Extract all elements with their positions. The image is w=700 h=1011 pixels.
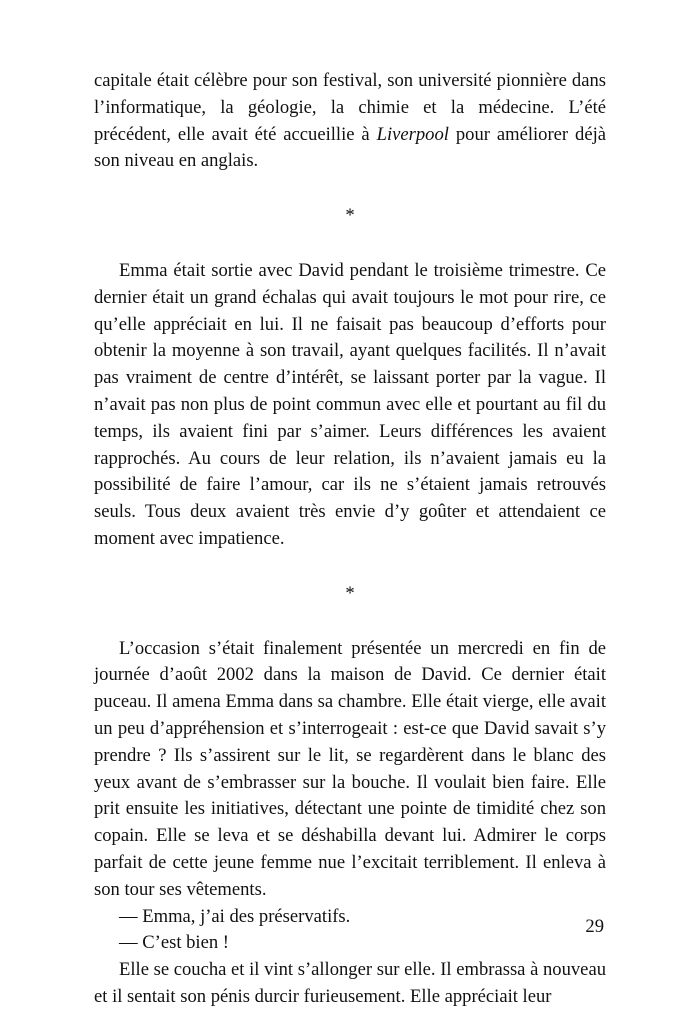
page-number: 29 xyxy=(585,916,604,937)
paragraph-continued xyxy=(94,68,606,175)
section-separator: * xyxy=(345,582,355,604)
paragraph: Elle se coucha et il vint s’allonger sur elle. Il embrassa à nouveau et il sentait son pénis durcir furieusement. Elle appréciait leur xyxy=(94,959,606,1007)
paragraph: Emma était sortie avec David pendant le troisième trimestre. Ce dernier était un grand échalas qui avait toujours le mot pour rire, ce qu’elle appréciait en lui. Il ne faisait pas beaucoup d’efforts pour obtenir la moyenne à son travail, ayant quelques facilités. Il n’avait pas vraiment de centre d’intérêt, se laissant porter par la vague. Il n’avait pas non plus de point commun avec elle et pourtant au fil du temps, ils avaient fini par s’aimer. Leurs différences les avaient rapprochés. Au cours de leur relation, ils n’avaient jamais eu la possibilité de faire l’amour, car ils ne s’étaient jamais retrouvés seuls. Tous deux avaient très envie d’y goûter et attendaient ce moment avec impatience. xyxy=(94,259,606,549)
section-separator: * xyxy=(345,205,355,227)
place-name-italic: Liverpool xyxy=(376,123,449,145)
paragraph-text-end: pour améliorer déjà son niveau en anglais. xyxy=(94,123,606,172)
dialogue-line: — C’est bien ! xyxy=(119,932,229,954)
dialogue-line: — Emma, j’ai des préservatifs. xyxy=(119,905,351,927)
paragraph: L’occasion s’était finalement présentée un mercredi en fin de journée d’août 2002 dans la maison de David. Ce dernier était puceau. Il amena Emma dans sa chambre. Elle était vierge, elle avait un peu d’appréhension et s’interrogeait : est-ce que David savait s’y prendre ? Ils s’assirent sur le lit, se regardèrent dans le blanc des yeux avant de s’embrasser sur la bouche. Il voulait bien faire. Elle prit ensuite les initiatives, détectant une pointe de timidité chez son copain. Elle se leva et se déshabilla devant lui. Admirer le corps parfait de cette jeune femme nue l’excitait terriblement. Il enleva à son tour ses vêtements. xyxy=(94,637,606,900)
page-body xyxy=(94,68,606,1011)
paragraph-text: capitale était célèbre pour son festival, son université pionnière dans l’informatique, la géologie, la chimie et la médecine. L’été précédent, elle avait été accueillie à xyxy=(94,70,606,145)
